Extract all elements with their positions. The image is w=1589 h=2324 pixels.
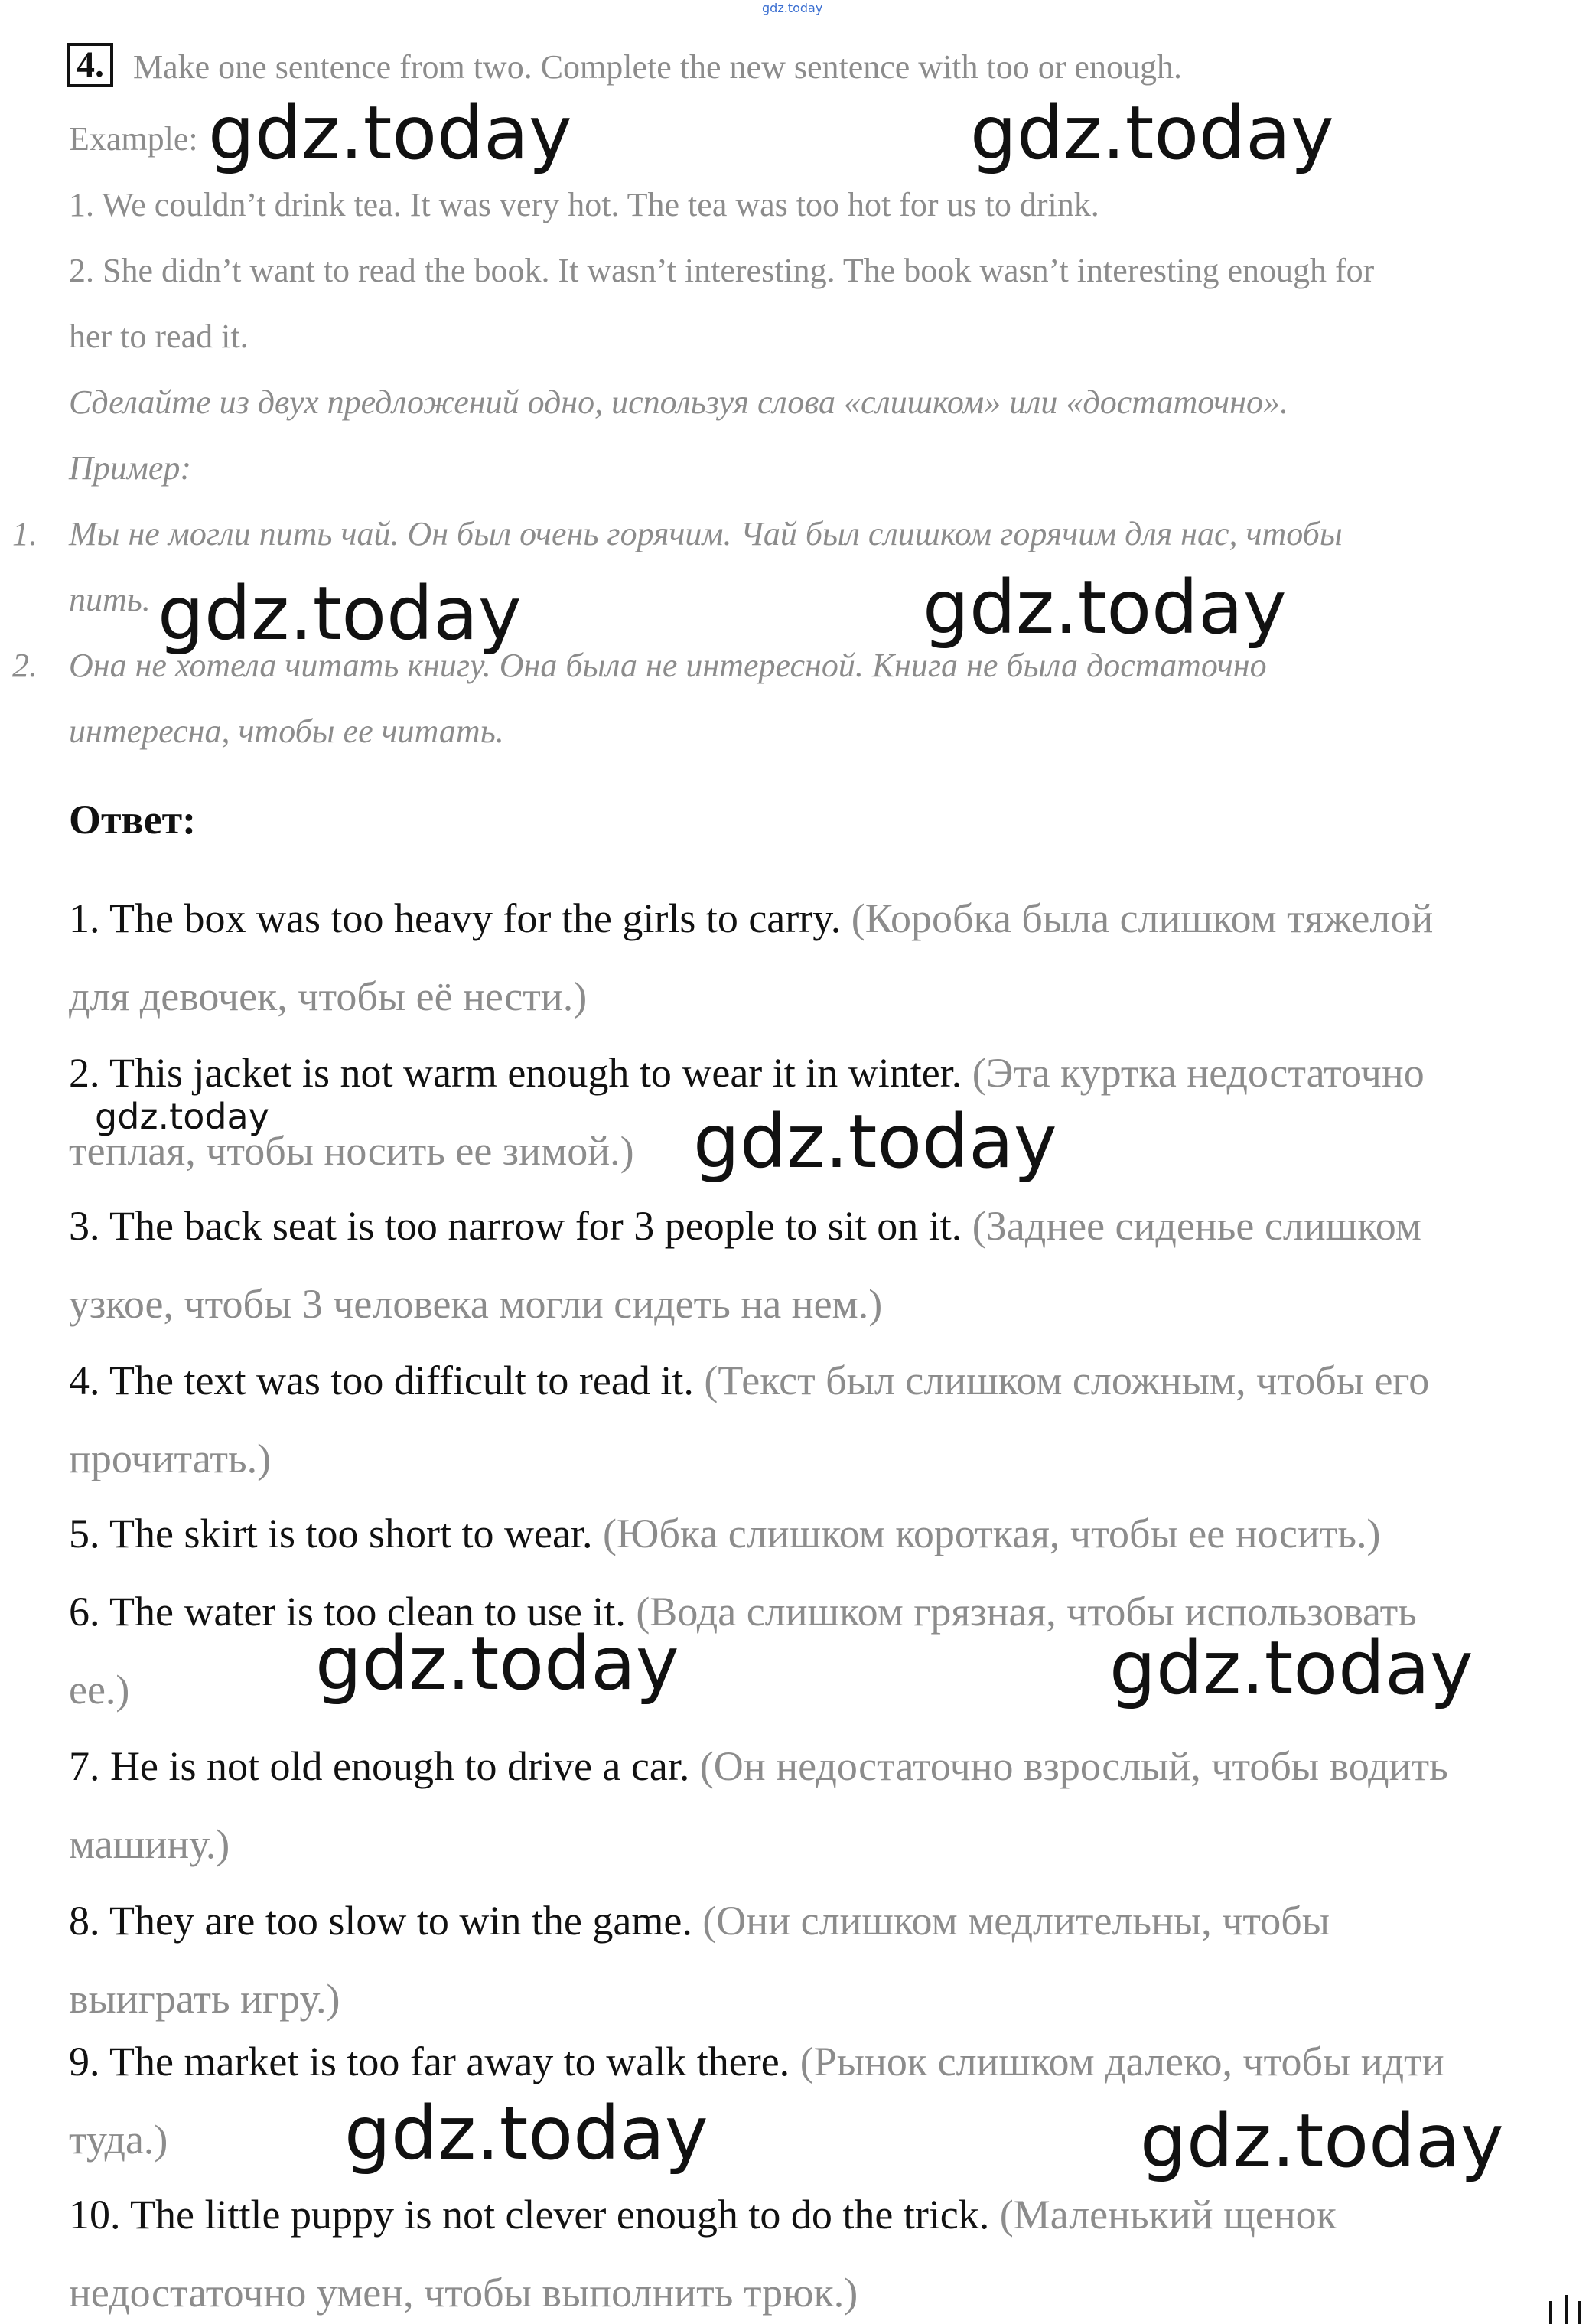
answer-translation: (Маленький щенок: [989, 2192, 1337, 2238]
answer-english: 2. This jacket is not warm enough to wear it in winter.: [69, 1050, 962, 1096]
answer-item: [69, 1201, 1421, 1250]
watermark: gdz.today: [970, 90, 1334, 176]
answer-english: 1. The box was too heavy for the girls to carry.: [69, 895, 842, 941]
answer-item: [69, 1048, 1425, 1097]
answer-translation-cont: машину.): [69, 1821, 230, 1867]
task-instruction: Make one sentence from two. Complete the new sentence with too or enough.: [133, 48, 1182, 86]
answer-translation: (Вода слишком грязная, чтобы использовать: [625, 1589, 1417, 1635]
watermark: gdz.today: [315, 1621, 679, 1706]
translation-example-line: пить.: [69, 581, 151, 618]
translation-example-line: Она не хотела читать книгу. Она была не интересной. Книга не была достаточно: [69, 647, 1267, 684]
answer-translation: (Рынок слишком далеко, чтобы идти: [790, 2039, 1444, 2084]
answer-translation-cont: узкое, чтобы 3 человека могли сидеть на нем.): [69, 1281, 883, 1327]
answer-translation-cont: туда.): [69, 2117, 168, 2163]
page-edge-fragment: [1543, 2288, 1589, 2324]
translation-example-label: Пример:: [69, 449, 192, 487]
answer-translation-cont: для девочек, чтобы её нести.): [69, 973, 588, 1019]
watermark: gdz.today: [1109, 1625, 1473, 1711]
answer-english: 9. The market is too far away to walk there.: [69, 2039, 790, 2084]
answer-item: [69, 894, 1433, 943]
example-label: Example:: [69, 120, 198, 158]
answer-translation-cont: ее.): [69, 1667, 130, 1713]
translation-example-number: 1.: [12, 515, 37, 552]
task-number: 4.: [67, 43, 113, 87]
answer-translation: (Эта куртка недостаточно: [962, 1050, 1425, 1096]
translation-instruction: Сделайте из двух предложений одно, используя слова «слишком» или «достаточно».: [69, 383, 1288, 421]
answer-translation-cont: выиграть игру.): [69, 1976, 340, 2022]
answer-translation-cont: прочитать.): [69, 1436, 272, 1481]
watermark: gdz.today: [95, 1096, 269, 1137]
answer-translation: (Заднее сиденье слишком: [962, 1203, 1421, 1249]
answer-item: [69, 2190, 1337, 2239]
answer-item: [69, 1896, 1330, 1945]
example-line: 2. She didn’t want to read the book. It wasn’t interesting. The book wasn’t interesting enough for: [69, 252, 1375, 289]
answer-translation-cont: теплая, чтобы носить ее зимой.): [69, 1128, 634, 1174]
watermark: gdz.today: [344, 2091, 708, 2176]
watermark: gdz.today: [693, 1099, 1057, 1185]
watermark: gdz.today: [1140, 2098, 1504, 2184]
example-line: her to read it.: [69, 318, 249, 355]
answer-english: 3. The back seat is too narrow for 3 people to sit on it.: [69, 1203, 962, 1249]
watermark: gdz.today: [208, 90, 572, 176]
answer-translation: (Юбка слишком короткая, чтобы ее носить.): [592, 1511, 1381, 1556]
answer-item: [69, 1356, 1429, 1405]
answer-item: [69, 1509, 1381, 1558]
answer-english: 4. The text was too difficult to read it.: [69, 1358, 694, 1403]
translation-example-line: интересна, чтобы ее читать.: [69, 712, 504, 750]
example-line: 1. We couldn’t drink tea. It was very hot. The tea was too hot for us to drink.: [69, 186, 1099, 223]
watermark: gdz.today: [158, 571, 522, 657]
translation-example-number: 2.: [12, 647, 37, 684]
answer-english: 10. The little puppy is not clever enough to do the trick.: [69, 2192, 990, 2238]
answer-english: 7. He is not old enough to drive a car.: [69, 1743, 690, 1789]
answer-heading: Ответ:: [69, 797, 197, 843]
answer-translation-cont: недостаточно умен, чтобы выполнить трюк.): [69, 2270, 858, 2316]
answer-translation: (Они слишком медлительны, чтобы: [692, 1898, 1330, 1944]
translation-example-line: Мы не могли пить чай. Он был очень горячим. Чай был слишком горячим для нас, чтобы: [69, 515, 1343, 552]
answer-translation: (Он недостаточно взрослый, чтобы водить: [689, 1743, 1448, 1789]
header-watermark: gdz.today: [762, 1, 823, 15]
answer-translation: (Коробка была слишком тяжелой: [841, 895, 1434, 941]
watermark: gdz.today: [923, 565, 1287, 650]
answer-item: [69, 1742, 1448, 1791]
answer-english: 8. They are too slow to win the game.: [69, 1898, 692, 1944]
answer-english: 6. The water is too clean to use it.: [69, 1589, 626, 1635]
answer-item: [69, 2037, 1444, 2086]
answer-translation: (Текст был слишком сложным, чтобы его: [693, 1358, 1430, 1403]
answer-english: 5. The skirt is too short to wear.: [69, 1511, 593, 1556]
